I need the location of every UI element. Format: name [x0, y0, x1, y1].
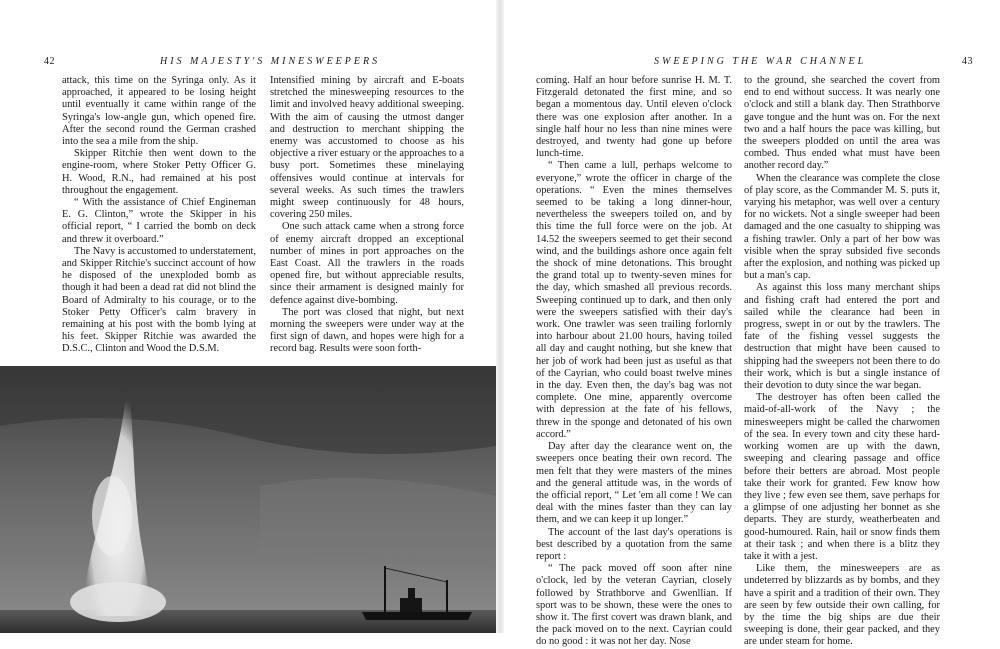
paragraph: “ Then came a lull, perhaps welcome to everyone,” wrote the officer in charge of the operations. “ Even the mines themselves seemed to be taking a long dinner-hour, nevertheless the sweepers toiled on, and by this time the full force were on the job. At 14.52 the sweepers seemed to get their second wind, and the buildings ashore once again felt the shock of mine detonations. This brought the grand total up to twenty-seven mines for the day, which smashed all previous records. Sweeping continued up to dark, and then only were the sweepers satisfied with their day's work. One trawler was seen trailing forlornly into harbour about 21.00 hours, having toiled all day and caught nothing, but she knew that her job of work had been just as useful as that of the Cayrian, who could boast twelve mines in the day. Even then, the day's bag was not complete. One mine, apparently overcome with depression at the fate of his fellows, threw in the sponge and detonated of his own accord.”: [536, 160, 732, 440]
right-page: [504, 0, 1000, 648]
paragraph: to the ground, she searched the covert from end to end without success. It was nearly one o'clock and still a blank day. Then Strathborve gave tongue and the hunt was on. For the next two and a half hours the pace was killing, but the sweepers plodded on until the area was combed. Thus ended what must have been another record day.”: [744, 75, 940, 172]
running-head: HIS MAJESTY'S MINESWEEPERS: [160, 56, 381, 67]
paragraph: One such attack came when a strong force of enemy aircraft dropped an exceptional number of mines in port approaches on the East Coast. All the trawlers in the roads opened fire, but without appreciable results, since their armament is designed mainly for defence against dive-bombing.: [270, 221, 464, 306]
left-page: [0, 0, 496, 633]
paragraph: When the clearance was complete the close of play score, as the Commander M. S. puts it, varying his metaphor, was well over a century for no wickets. Not a single sweeper had been damaged and the one casualty to shipping was a fishing trawler. Only a part of her bow was visible when the spray subsided five seconds after the explosion, and nothing was picked up but a man's cap.: [744, 172, 940, 282]
text-column-2: [270, 75, 464, 356]
paragraph: coming. Half an hour before sunrise H. M. T. Fitzgerald detonated the first mine, and so began a momentous day. Until eleven o'clock there was one explosion after another. In a single half hour no less than nine mines were destroyed, and twenty had gone up before lunch-time.: [536, 75, 732, 160]
text-column-1: [536, 75, 732, 649]
paragraph: The destroyer has often been called the maid-of-all-work of the Navy ; the minesweepers might be called the charwomen of the sea. In every town and city these hard-working women are up with the dawn, sweeping and clearing passage and office before their betters are abroad. Most people take their work for granted. Few know how they live ; few even see them, save perhaps for a glimpse of one adjusting her bonnet as she departs. They are sturdy, weatherbeaten and good-humoured. Rain, hail or snow finds them at their task ; and when there is a blitz they take it with a jest.: [744, 392, 940, 562]
paragraph: “ The pack moved off soon after nine o'clock, led by the veteran Cayrian, closely followed by Strathborve and Gwenllian. If sport was to be shown, these were the ones to show it. The first covert was drawn blank, and the pack moved on to the next. Cayrian could do no good : it was not her day. Nose: [536, 563, 732, 648]
paragraph: The account of the last day's operations is best described by a quotation from the same report :: [536, 526, 732, 562]
text-column-2: [744, 75, 940, 649]
page-number: 43: [962, 56, 973, 67]
photo-image: [0, 366, 496, 633]
mine-explosion-photo: [0, 366, 496, 633]
running-head: SWEEPING THE WAR CHANNEL: [654, 56, 867, 67]
paragraph: The port was closed that night, but next morning the sweepers were under way at the first sign of dawn, and hopes were high for a record bag. Results were soon forth-: [270, 306, 464, 355]
paragraph: “ With the assistance of Chief Engineman E. G. Clinton,” wrote the Skipper in his official report, “ I carried the bomb on deck and threw it overboard.”: [62, 197, 256, 245]
paragraph: Skipper Ritchie then went down to the engine-room, where Stoker Petty Officer G. H. Wood, R.N., had remained at his post throughout the engagement.: [62, 148, 256, 196]
book-gutter: [496, 0, 504, 633]
page-number: 42: [44, 56, 55, 67]
cloud-bank: [260, 478, 496, 566]
text-column-1: [62, 75, 256, 356]
paragraph: The Navy is accustomed to understatement, and Skipper Ritchie's succinct account of how he disposed of the unexploded bomb as though it had been a dead rat did not blind the Board of Admiralty to his courage, or to the Stoker Petty Officer's calm bravery in remaining at his post with the bomb lying at his feet. Skipper Ritchie was awarded the D.S.C., Clinton and Wood the D.S.M.: [62, 245, 256, 355]
paragraph: Like them, the minesweepers are as undeterred by blizzards as by bombs, and they have a spirit and a tradition of their own. They are seen by few outside their own calling, for by the time the big ships are due their sweeping is done, their gear packed, and they are under steam for home.: [744, 563, 940, 648]
paragraph: Day after day the clearance went on, the sweepers once beating their own record. The men felt that they were masters of the mines and the general attitude was, in the words of the official report, “ Let 'em all come ! We can deal with the mines faster than they can lay them, and we can keep it up longer.”: [536, 441, 732, 526]
paragraph: attack, this time on the Syringa only. As it approached, it appeared to be losing height until eventually it came within range of the Syringa's low-angle gun, which opened fire. After the second round the German crashed into the sea a mile from the ship.: [62, 75, 256, 148]
spray-cloud: [92, 476, 132, 556]
spray-base: [70, 582, 166, 622]
paragraph: As against this loss many merchant ships and fishing craft had entered the port and sailed while the clearance had been in progress, swept in or out by the trawlers. The fate of the fishing vessel suggests the destruction that might have been caused to shipping had the sweepers not been there to do their work, which is but a single instance of their devotion to duty since the war began.: [744, 282, 940, 392]
paragraph: Intensified mining by aircraft and E-boats stretched the minesweeping resources to the limit and involved heavy additional sweeping. With the aim of causing the utmost danger and destruction to merchant shipping the enemy was accustomed to choose as his objective a river estuary or the approaches to a busy port. Sometimes these minelaying offensives would continue at intervals for several weeks. As such times the trawlers might sweep continuously for 48 hours, covering 250 miles.: [270, 75, 464, 221]
